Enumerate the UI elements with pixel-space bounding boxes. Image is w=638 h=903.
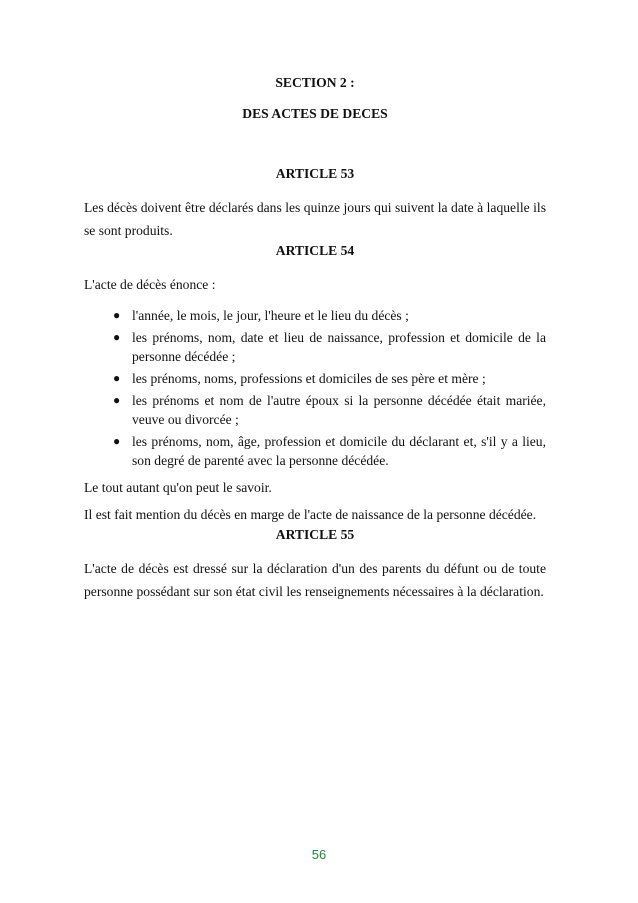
- page-number: 56: [311, 847, 327, 862]
- list-item: [84, 391, 546, 429]
- section-title: SECTION 2 :: [275, 75, 355, 90]
- article-54-bullet-list: [84, 306, 546, 470]
- article-54-paragraph-1: Le tout autant qu'on peut le savoir.: [84, 480, 272, 495]
- article-54-heading: ARTICLE 54: [275, 243, 355, 258]
- list-item-text: les prénoms, nom, âge, profession et domicile du déclarant et, s'il y a lieu, son degré de parenté avec la personne décédée.: [132, 434, 546, 468]
- list-item-text: les prénoms et nom de l'autre époux si la personne décédée était mariée, veuve ou divorcée ;: [132, 393, 546, 427]
- article-54-paragraph-2: Il est fait mention du décès en marge de l'acte de naissance de la personne décédée.: [84, 507, 537, 522]
- bullet-icon: ●: [113, 393, 121, 407]
- list-item: [84, 432, 546, 470]
- list-item-text: les prénoms, noms, professions et domiciles de ses père et mère ;: [132, 371, 486, 386]
- page-content: [84, 74, 546, 603]
- list-item: [84, 306, 546, 325]
- bullet-icon: ●: [113, 330, 121, 344]
- article-55-heading: ARTICLE 55: [275, 527, 355, 542]
- bullet-icon: ●: [113, 434, 121, 448]
- list-item-text: l'année, le mois, le jour, l'heure et le lieu du décès ;: [132, 308, 409, 323]
- article-53-paragraph: Les décès doivent être déclarés dans les quinze jours qui suivent la date à laquelle ils se sont produits.: [84, 200, 546, 238]
- article-54-intro: L'acte de décès énonce :: [84, 277, 216, 292]
- list-item-text: les prénoms, nom, date et lieu de naissance, profession et domicile de la personne décédée ;: [132, 330, 546, 364]
- section-subtitle: DES ACTES DE DECES: [242, 106, 388, 121]
- article-55-paragraph: L'acte de décès est dressé sur la déclaration d'un des parents du défunt ou de toute personne possédant sur son état civil les renseignements nécessaires à la déclaration.: [84, 561, 546, 599]
- list-item: [84, 328, 546, 366]
- bullet-icon: ●: [113, 371, 121, 385]
- list-item: [84, 369, 546, 388]
- bullet-icon: ●: [113, 308, 121, 322]
- article-53-heading: ARTICLE 53: [275, 166, 355, 181]
